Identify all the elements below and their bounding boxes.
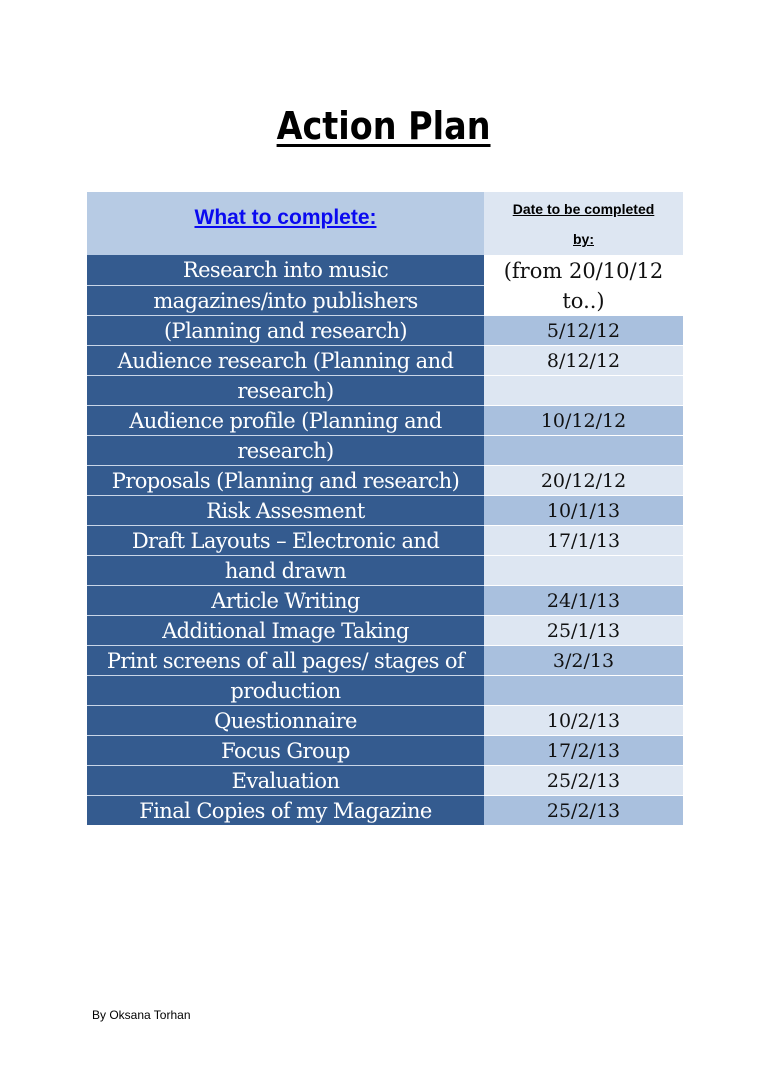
task-line: Focus Group bbox=[87, 735, 484, 765]
task-line: Audience profile (Planning and bbox=[87, 405, 484, 435]
task-column bbox=[87, 255, 484, 825]
task-line: production bbox=[87, 675, 484, 705]
action-plan-table bbox=[87, 192, 683, 825]
date-line bbox=[484, 435, 683, 465]
task-line: Print screens of all pages/ stages of bbox=[87, 645, 484, 675]
date-line: 25/1/13 bbox=[484, 615, 683, 645]
table-body bbox=[87, 255, 683, 825]
date-line: 3/2/13 bbox=[484, 645, 683, 675]
task-line: Evaluation bbox=[87, 765, 484, 795]
date-line: 10/12/12 bbox=[484, 405, 683, 435]
date-line: 24/1/13 bbox=[484, 585, 683, 615]
date-line bbox=[484, 375, 683, 405]
date-line bbox=[484, 555, 683, 585]
task-line: hand drawn bbox=[87, 555, 484, 585]
task-line: magazines/into publishers bbox=[87, 285, 484, 315]
task-line: Research into music bbox=[182, 258, 389, 282]
header-what-to-complete: What to complete: bbox=[194, 205, 377, 229]
date-line: 10/1/13 bbox=[484, 495, 683, 525]
date-line: 5/12/12 bbox=[484, 315, 683, 345]
task-line: research) bbox=[87, 375, 484, 405]
date-line: to..) bbox=[484, 285, 683, 315]
date-line: 10/2/13 bbox=[484, 705, 683, 735]
task-line: Article Writing bbox=[87, 585, 484, 615]
date-line: 17/1/13 bbox=[484, 525, 683, 555]
page-title: Action Plan bbox=[277, 104, 491, 148]
task-line: Proposals (Planning and research) bbox=[87, 465, 484, 495]
task-line: research) bbox=[87, 435, 484, 465]
task-line: Audience research (Planning and bbox=[87, 345, 484, 375]
task-line: Additional Image Taking bbox=[87, 615, 484, 645]
page-title-container bbox=[0, 104, 768, 148]
date-line: 25/2/13 bbox=[484, 795, 683, 825]
task-line: Risk Assesment bbox=[87, 495, 484, 525]
task-line: Questionnaire bbox=[87, 705, 484, 735]
date-line: 17/2/13 bbox=[484, 735, 683, 765]
date-line: (from 20/10/12 bbox=[484, 255, 683, 285]
date-line: 25/2/13 bbox=[484, 765, 683, 795]
task-line: (Planning and research) bbox=[87, 315, 484, 345]
task-line: Draft Layouts – Electronic and bbox=[87, 525, 484, 555]
date-line: 20/12/12 bbox=[484, 465, 683, 495]
header-date-line-2: by: bbox=[573, 231, 594, 247]
date-line bbox=[484, 675, 683, 705]
table-header-row bbox=[87, 192, 683, 255]
date-column bbox=[484, 255, 683, 825]
footer-author: By Oksana Torhan bbox=[92, 1008, 191, 1022]
date-line: 8/12/12 bbox=[484, 345, 683, 375]
task-line: Final Copies of my Magazine bbox=[87, 795, 484, 825]
header-date-line-1: Date to be completed bbox=[512, 201, 655, 217]
header-date-cell bbox=[484, 192, 683, 255]
